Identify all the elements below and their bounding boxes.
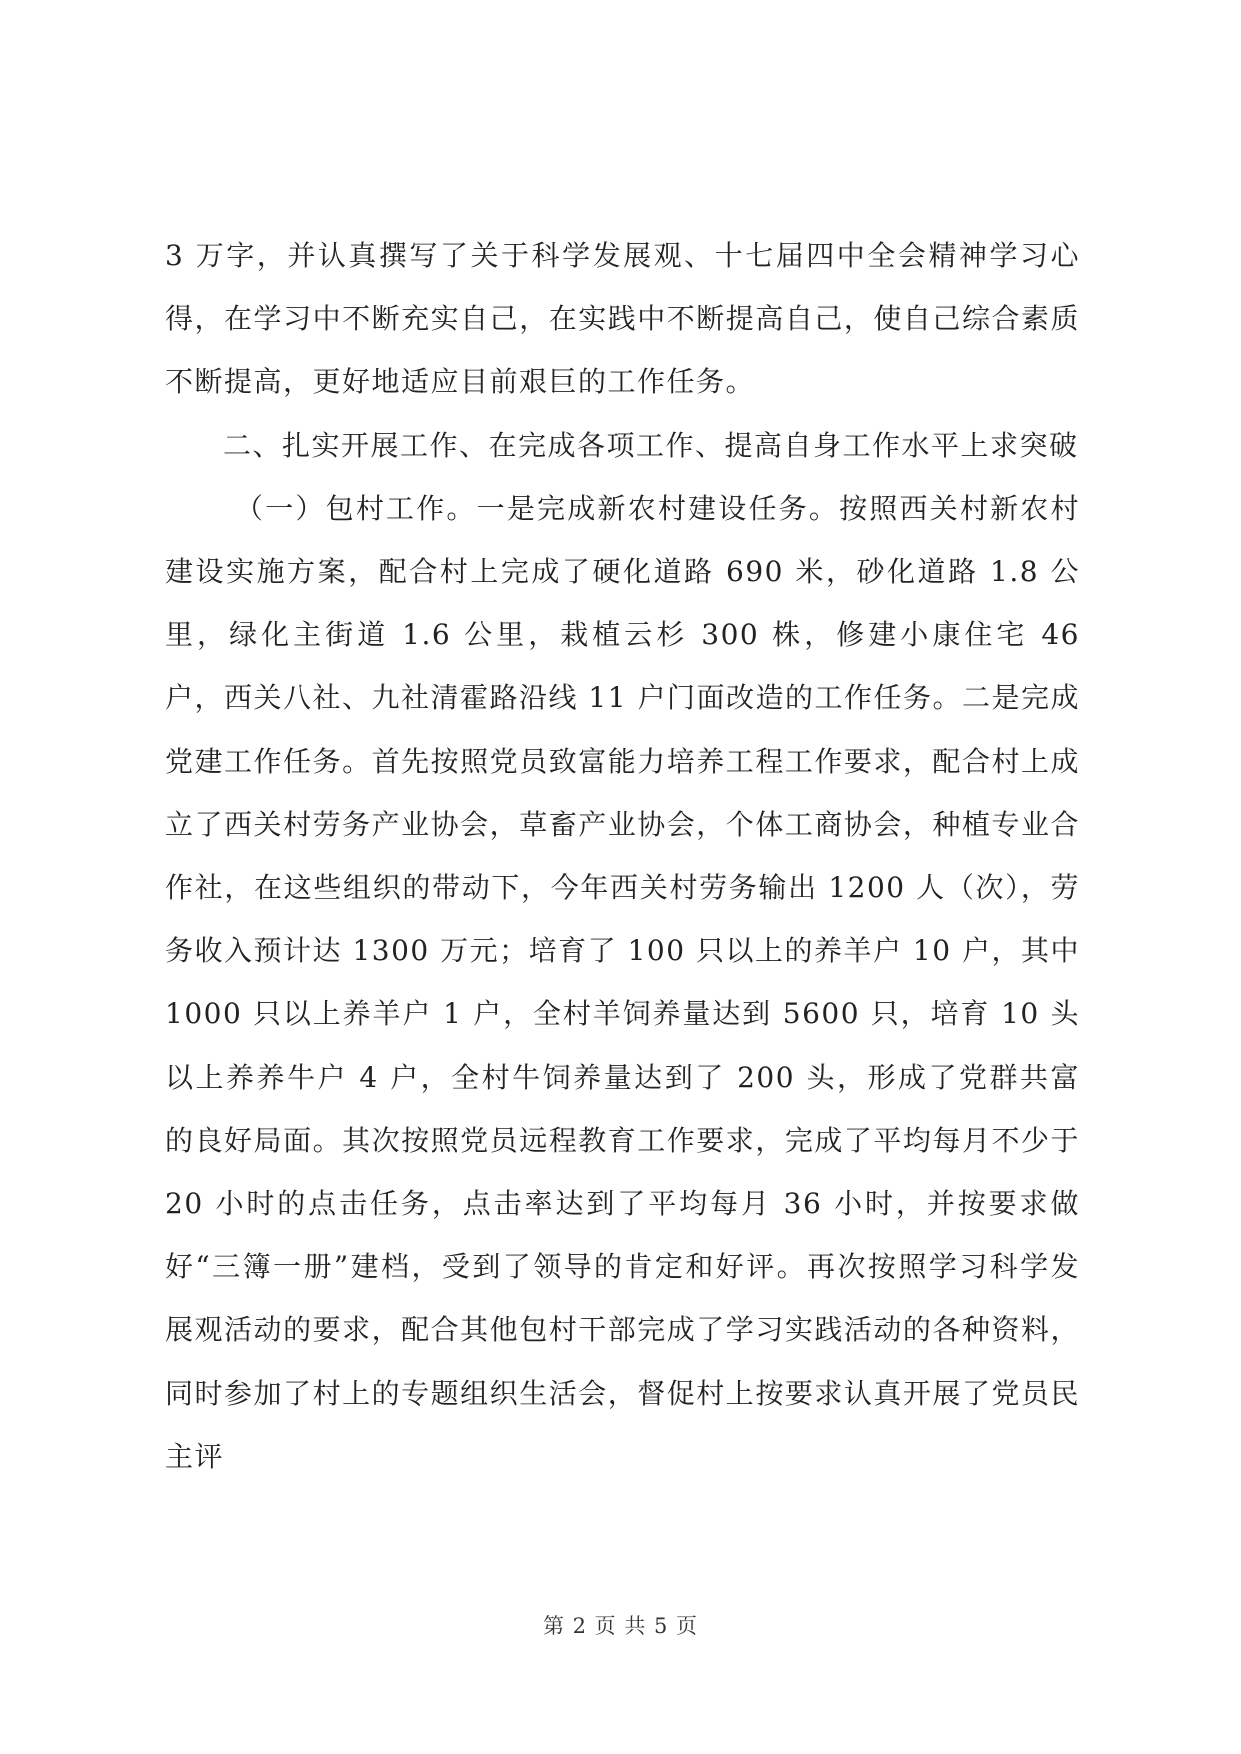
page-number-footer: 第 2 页 共 5 页	[542, 1614, 699, 1638]
paragraph-study-summary: 3 万字，并认真撰写了关于科学发展观、十七届四中全会精神学习心得，在学习中不断充实自己，在实践中不断提高自己，使自己综合素质不断提高，更好地适应目前艰巨的工作任务。	[165, 239, 1080, 399]
document-body	[165, 224, 1080, 1488]
section-heading-work: 二、扎实开展工作、在完成各项工作、提高自身工作水平上求突破	[223, 428, 1079, 462]
paragraph-village-work: （一）包村工作。一是完成新农村建设任务。按照西关村新农村建设实施方案，配合村上完成了硬化道路 690 米，砂化道路 1.8 公里，绿化主街道 1.6 公里，栽植云杉 300 株，修建小康住宅 46 户，西关八社、九社清霍路沿线 11 户门面改造的工作任务。二是完成党建工作任务。首先按照党员致富能力培养工程工作要求，配合村上成立了西关村劳务产业协会，草畜产业协会，个体工商协会，种植专业合作社，在这些组织的带动下，今年西关村劳务输出 1200 人（次），劳务收入预计达 1300 万元；培育了 100 只以上的养羊户 10 户，其中 1000 只以上养羊户 1 户，全村羊饲养量达到 5600 只，培育 10 头以上养养牛户 4 户，全村牛饲养量达到了 200 头，形成了党群共富的良好局面。其次按照党员远程教育工作要求，完成了平均每月不少于 20 小时的点击任务，点击率达到了平均每月 36 小时，并按要求做好“三簿一册”建档，受到了领导的肯定和好评。再次按照学习科学发展观活动的要求，配合其他包村干部完成了学习实践活动的各种资料，同时参加了村上的专题组织生活会，督促村上按要求认真开展了党员民主评	[165, 491, 1080, 1473]
